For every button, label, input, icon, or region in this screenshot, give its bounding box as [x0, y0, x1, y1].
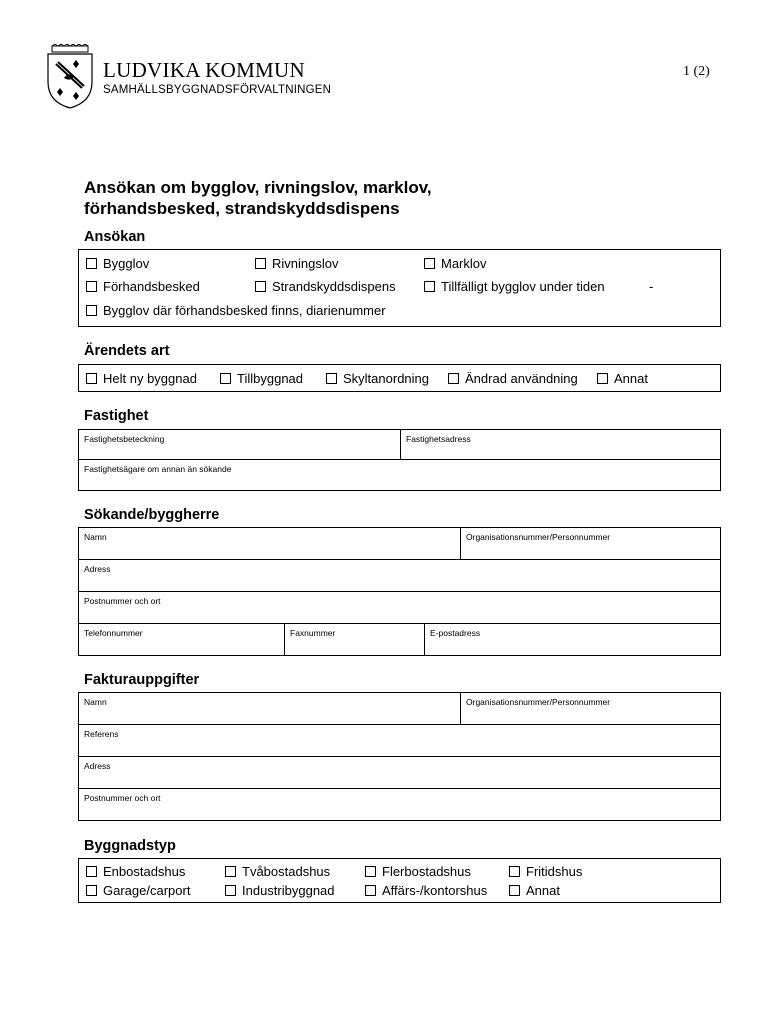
checkbox-label: Affärs-/kontorshus — [382, 883, 488, 898]
checkbox-label: Industribyggnad — [242, 883, 335, 898]
checkbox-annat-arende[interactable] — [597, 371, 648, 386]
checkbox-square[interactable] — [86, 281, 97, 292]
checkbox-square[interactable] — [220, 373, 231, 384]
checkbox-label: Skyltanordning — [343, 371, 429, 386]
ansokan-box — [78, 249, 721, 327]
department-name: SAMHÄLLSBYGGNADSFÖRVALTNINGEN — [103, 84, 332, 96]
checkbox-square[interactable] — [86, 258, 97, 269]
field-faktura-postnr[interactable] — [79, 789, 720, 820]
checkbox-square[interactable] — [597, 373, 608, 384]
checkbox-label: Tvåbostadshus — [242, 864, 331, 879]
section-heading-arendets-art: Ärendets art — [84, 343, 170, 359]
checkbox-square[interactable] — [225, 885, 236, 896]
date-range-dash: - — [649, 279, 654, 294]
field-faktura-namn[interactable] — [79, 693, 461, 725]
checkbox-helt-ny-byggnad[interactable] — [86, 371, 197, 386]
checkbox-tillbyggnad[interactable] — [220, 371, 303, 386]
form-title-line1: Ansökan om bygglov, rivningslov, marklov, — [84, 178, 432, 197]
checkbox-tvabostadshus[interactable] — [225, 864, 330, 879]
checkbox-label: Ändrad användning — [465, 371, 578, 386]
field-sokande-postnr[interactable] — [79, 592, 720, 624]
field-label: Organisationsnummer/Personnummer — [466, 532, 611, 542]
checkbox-label: Förhandsbesked — [103, 279, 200, 294]
checkbox-skyltanordning[interactable] — [326, 371, 429, 386]
field-fastighetsbeteckning[interactable] — [79, 430, 401, 460]
field-label: Fastighetsadress — [406, 434, 471, 444]
field-label: Adress — [84, 761, 111, 771]
field-label: Faxnummer — [290, 628, 336, 638]
checkbox-industribyggnad[interactable] — [225, 883, 335, 898]
checkbox-label: Annat — [526, 883, 560, 898]
checkbox-forhandsbesked[interactable] — [86, 279, 200, 294]
checkbox-label: Marklov — [441, 256, 487, 271]
checkbox-strandskyddsdispens[interactable] — [255, 279, 396, 294]
byggnadstyp-box — [78, 858, 721, 903]
checkbox-bygglov[interactable] — [86, 256, 149, 271]
checkbox-square[interactable] — [424, 281, 435, 292]
checkbox-square[interactable] — [225, 866, 236, 877]
checkbox-label: Strandskyddsdispens — [272, 279, 396, 294]
checkbox-label: Rivningslov — [272, 256, 339, 271]
checkbox-label: Fritidshus — [526, 864, 583, 879]
checkbox-label: Tillbyggnad — [237, 371, 304, 386]
checkbox-label: Helt ny byggnad — [103, 371, 197, 386]
checkbox-label: Garage/carport — [103, 883, 191, 898]
field-sokande-namn[interactable] — [79, 528, 461, 560]
section-heading-faktura: Fakturauppgifter — [84, 672, 200, 688]
checkbox-label: Bygglov där förhandsbesked finns, diarienummer — [103, 303, 386, 318]
checkbox-marklov[interactable] — [424, 256, 487, 271]
checkbox-square[interactable] — [86, 885, 97, 896]
form-title — [84, 177, 432, 219]
faktura-box — [78, 692, 721, 821]
field-faktura-orgnr[interactable] — [461, 693, 720, 725]
section-heading-byggnadstyp: Byggnadstyp — [84, 838, 176, 854]
checkbox-square[interactable] — [326, 373, 337, 384]
checkbox-square[interactable] — [255, 258, 266, 269]
checkbox-tillfalligt-bygglov[interactable] — [424, 279, 605, 294]
checkbox-square[interactable] — [86, 866, 97, 877]
checkbox-square[interactable] — [365, 866, 376, 877]
field-sokande-epost[interactable] — [425, 624, 720, 655]
checkbox-square[interactable] — [86, 373, 97, 384]
checkbox-rivningslov[interactable] — [255, 256, 338, 271]
field-sokande-orgnr[interactable] — [461, 528, 720, 560]
field-label: Namn — [84, 532, 107, 542]
checkbox-square[interactable] — [424, 258, 435, 269]
organization-name: LUDVIKA KOMMUN — [103, 58, 305, 82]
page-number: 1 (2) — [683, 64, 710, 79]
field-label: Postnummer och ort — [84, 596, 161, 606]
field-label: Organisationsnummer/Personnummer — [466, 697, 611, 707]
section-heading-sokande: Sökande/byggherre — [84, 507, 220, 523]
field-sokande-adress[interactable] — [79, 560, 720, 592]
checkbox-square[interactable] — [509, 866, 520, 877]
field-label: Telefonnummer — [84, 628, 143, 638]
field-fastighetsagare[interactable] — [79, 460, 720, 490]
field-faktura-referens[interactable] — [79, 725, 720, 757]
field-fastighetsadress[interactable] — [401, 430, 720, 460]
field-faktura-adress[interactable] — [79, 757, 720, 789]
field-sokande-telefon[interactable] — [79, 624, 285, 655]
field-label: Fastighetsbeteckning — [84, 434, 165, 444]
checkbox-andrad-anvandning[interactable] — [448, 371, 578, 386]
section-heading-fastighet: Fastighet — [84, 408, 149, 424]
checkbox-square[interactable] — [365, 885, 376, 896]
checkbox-label: Enbostadshus — [103, 864, 186, 879]
form-title-line2: förhandsbesked, strandskyddsdispens — [84, 199, 400, 218]
field-label: Fastighetsägare om annan än sökande — [84, 464, 232, 474]
checkbox-garage-carport[interactable] — [86, 883, 190, 898]
checkbox-bygglov-forhandsbesked[interactable] — [86, 303, 386, 318]
checkbox-label: Annat — [614, 371, 648, 386]
field-label: Postnummer och ort — [84, 793, 161, 803]
section-heading-ansokan: Ansökan — [84, 229, 146, 245]
municipality-coat-of-arms — [46, 44, 94, 110]
checkbox-square[interactable] — [255, 281, 266, 292]
field-label: Referens — [84, 729, 119, 739]
field-label: E-postadress — [430, 628, 481, 638]
checkbox-label: Bygglov — [103, 256, 150, 271]
checkbox-label: Flerbostadshus — [382, 864, 471, 879]
checkbox-square[interactable] — [509, 885, 520, 896]
checkbox-fritidshus[interactable] — [509, 864, 582, 879]
sokande-box — [78, 527, 721, 656]
checkbox-annat-byggnad[interactable] — [509, 883, 560, 898]
checkbox-enbostadshus[interactable] — [86, 864, 185, 879]
checkbox-affars-kontorshus[interactable] — [365, 883, 487, 898]
arendets-art-box — [78, 364, 721, 392]
checkbox-label: Tillfälligt bygglov under tiden — [441, 279, 605, 294]
checkbox-square[interactable] — [86, 305, 97, 316]
checkbox-flerbostadshus[interactable] — [365, 864, 471, 879]
checkbox-square[interactable] — [448, 373, 459, 384]
field-label: Adress — [84, 564, 111, 574]
field-sokande-fax[interactable] — [285, 624, 425, 655]
field-label: Namn — [84, 697, 107, 707]
fastighet-box — [78, 429, 721, 491]
